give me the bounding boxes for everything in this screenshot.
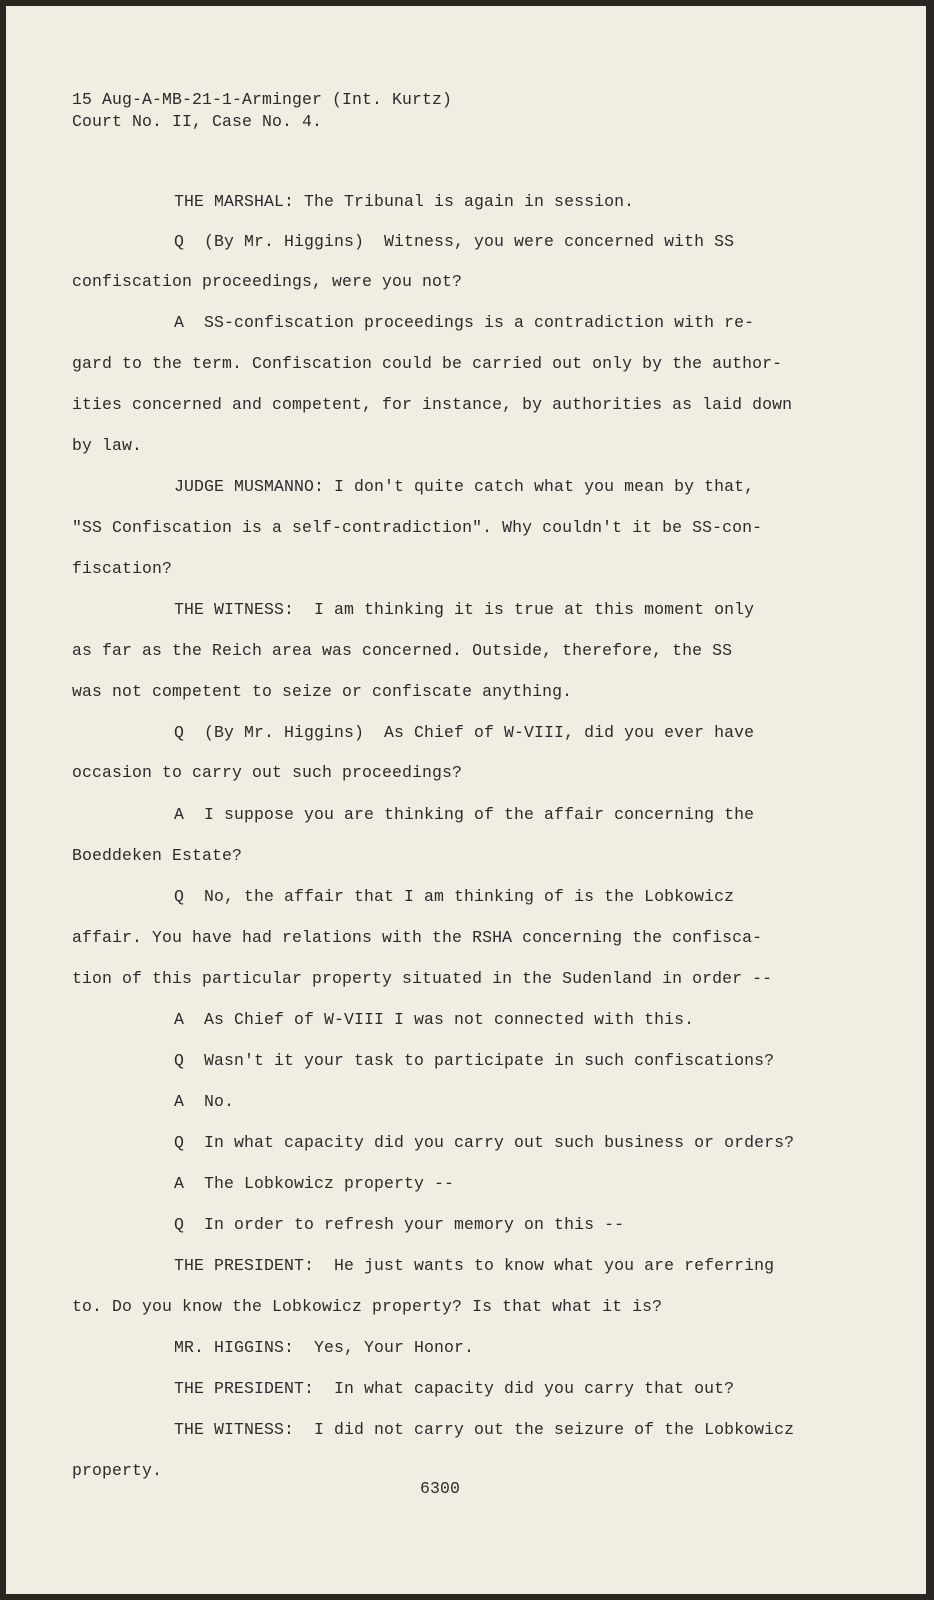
transcript-line: A As Chief of W-VIII I was not connected with this.	[174, 1010, 695, 1029]
transcript-line: ities concerned and competent, for instance, by authorities as laid down	[72, 395, 793, 414]
transcript-line: Q In what capacity did you carry out such business or orders?	[174, 1133, 795, 1152]
transcript-line: Q (By Mr. Higgins) Witness, you were concerned with SS	[174, 232, 735, 251]
transcript-line: MR. HIGGINS: Yes, Your Honor.	[174, 1338, 475, 1357]
transcript-line: A SS-confiscation proceedings is a contradiction with re-	[174, 313, 755, 332]
header-line-2: Court No. II, Case No. 4.	[72, 112, 323, 131]
transcript-line: A No.	[174, 1092, 235, 1111]
transcript-line: "SS Confiscation is a self-contradiction". Why couldn't it be SS-con-	[72, 518, 763, 537]
transcript-line: was not competent to seize or confiscate anything.	[72, 682, 573, 701]
header-line-1: 15 Aug-A-MB-21-1-Arminger (Int. Kurtz)	[72, 90, 453, 109]
transcript-line: fiscation?	[72, 559, 173, 578]
transcript-line: A The Lobkowicz property --	[174, 1174, 455, 1193]
transcript-line: confiscation proceedings, were you not?	[72, 272, 463, 291]
transcript-line: tion of this particular property situated in the Sudenland in order --	[72, 969, 773, 988]
transcript-line: gard to the term. Confiscation could be carried out only by the author-	[72, 354, 783, 373]
transcript-line: THE MARSHAL: The Tribunal is again in session.	[174, 192, 635, 211]
transcript-line: JUDGE MUSMANNO: I don't quite catch what you mean by that,	[174, 477, 755, 496]
document-page	[6, 6, 926, 1594]
transcript-line: Q In order to refresh your memory on this --	[174, 1215, 625, 1234]
transcript-line: Q No, the affair that I am thinking of is the Lobkowicz	[174, 887, 735, 906]
transcript-line: occasion to carry out such proceedings?	[72, 763, 463, 782]
transcript-line: to. Do you know the Lobkowicz property? Is that what it is?	[72, 1297, 663, 1316]
transcript-line: property.	[72, 1461, 163, 1480]
transcript-line: THE WITNESS: I did not carry out the seizure of the Lobkowicz	[174, 1420, 795, 1439]
transcript-line: THE PRESIDENT: In what capacity did you carry that out?	[174, 1379, 735, 1398]
transcript-line: A I suppose you are thinking of the affair concerning the	[174, 805, 755, 824]
transcript-line: by law.	[72, 436, 143, 455]
transcript-line: Q Wasn't it your task to participate in such confiscations?	[174, 1051, 775, 1070]
transcript-line: Boeddeken Estate?	[72, 846, 243, 865]
page-number: 6300	[420, 1479, 461, 1498]
transcript-line: as far as the Reich area was concerned. Outside, therefore, the SS	[72, 641, 733, 660]
transcript-line: THE PRESIDENT: He just wants to know what you are referring	[174, 1256, 775, 1275]
transcript-line: Q (By Mr. Higgins) As Chief of W-VIII, did you ever have	[174, 723, 755, 742]
transcript-line: THE WITNESS: I am thinking it is true at this moment only	[174, 600, 755, 619]
transcript-line: affair. You have had relations with the RSHA concerning the confisca-	[72, 928, 763, 947]
